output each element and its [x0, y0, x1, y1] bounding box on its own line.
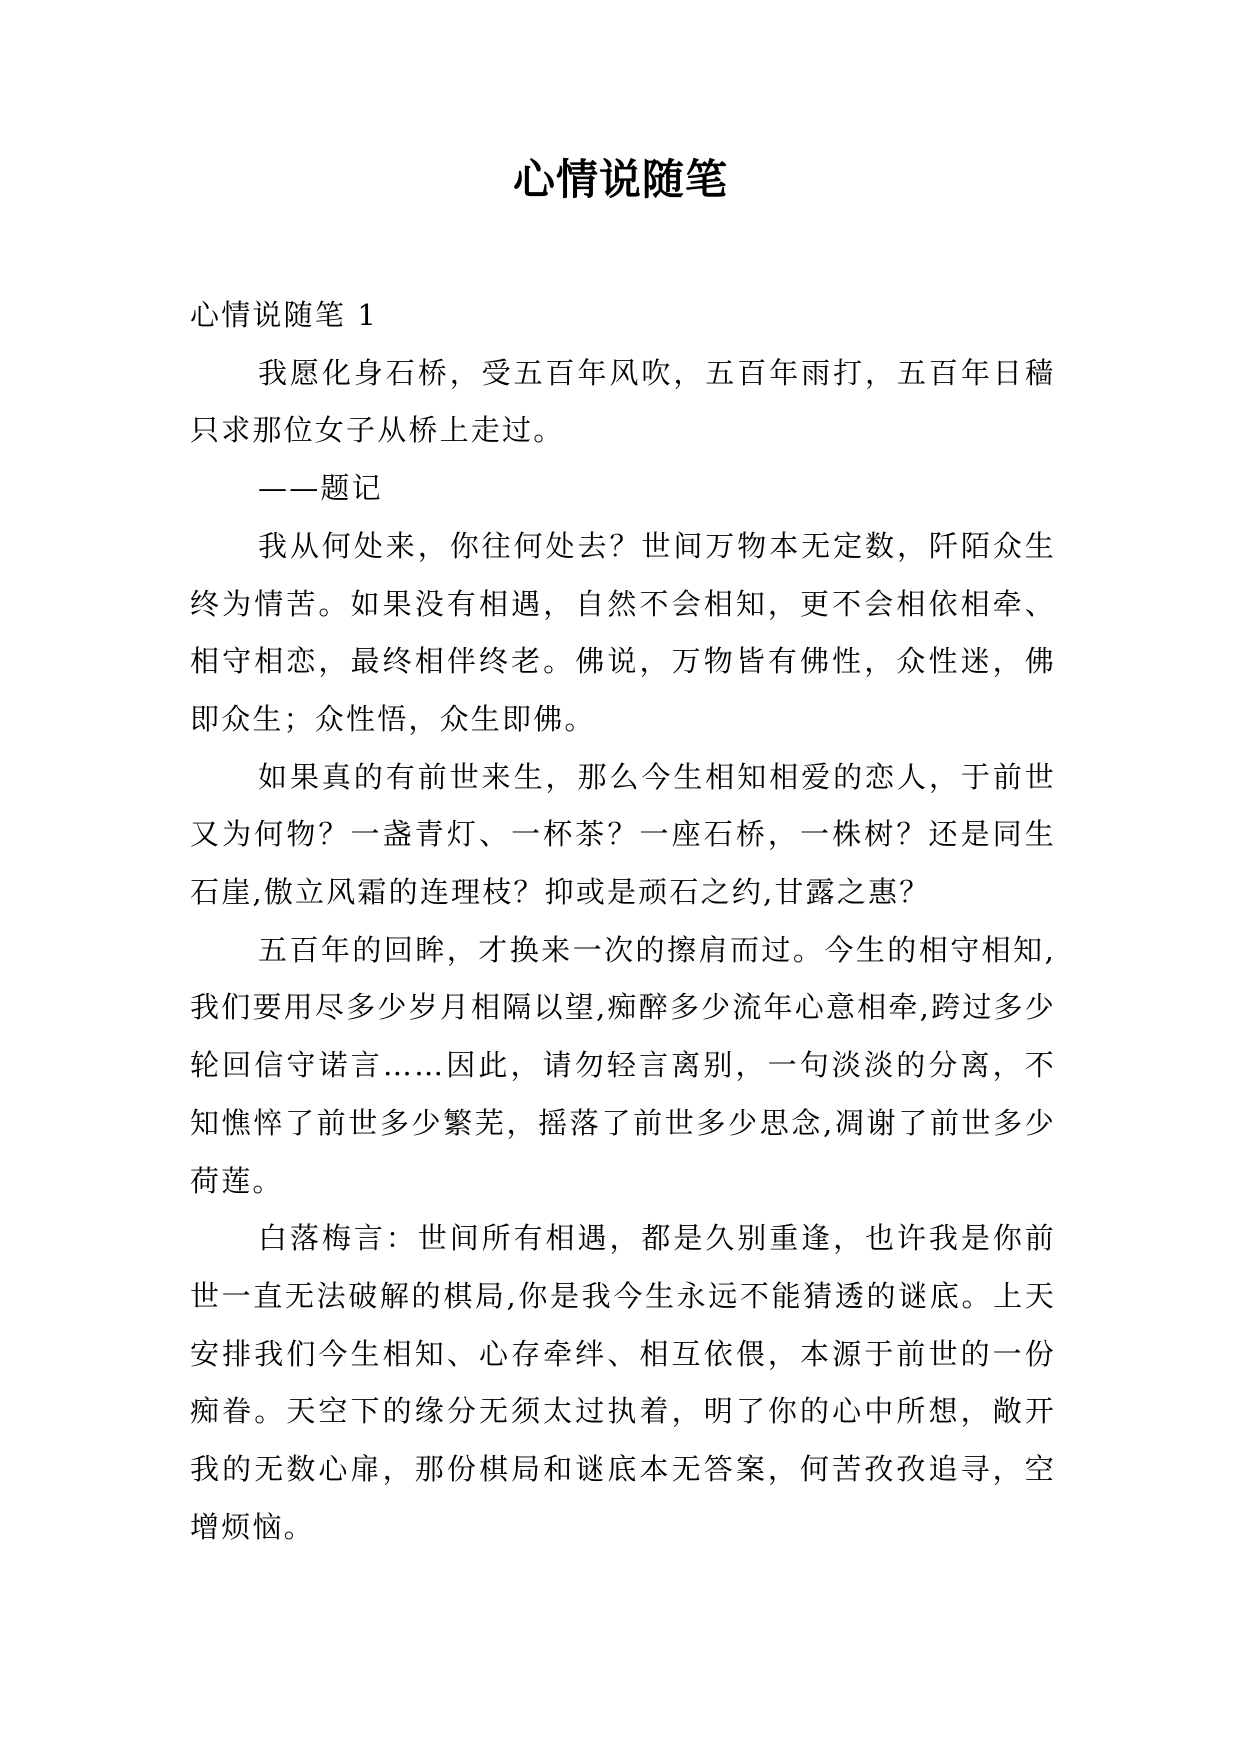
paragraph-1: 我愿化身石桥，受五百年风吹，五百年雨打，五百年日穑只求那位女子从桥上走过。	[190, 355, 1056, 448]
paragraph-3: 如果真的有前世来生，那么今生相知相爱的恋人，于前世又为何物？一盏青灯、一杯茶？一座石桥，一株树？还是同生石崖,傲立风霜的连理枝？抑或是顽石之约,甘露之惠？	[190, 759, 1056, 910]
document-title: 心情说随笔	[512, 155, 728, 204]
document-body	[190, 287, 1056, 1556]
section-heading: 心情说随笔 1	[190, 298, 379, 332]
paragraph-4: 五百年的回眸，才换来一次的擦肩而过。今生的相守相知,我们要用尽多少岁月相隔以望,痴醉多少流年心意相牵,跨过多少轮回信守诺言……因此，请勿轻言离别，一句淡淡的分离，不知憔悴了前世多少繁芜，摇落了前世多少思念,凋谢了前世多少荷莲。	[190, 932, 1056, 1198]
paragraph-2: 我从何处来，你往何处去？世间万物本无定数，阡陌众生终为情苦。如果没有相遇，自然不会相知，更不会相依相牵、相守相恋，最终相伴终老。佛说，万物皆有佛性，众性迷，佛即众生；众性悟，众生即佛。	[190, 528, 1056, 736]
epigraph-attribution: ——题记	[258, 471, 383, 506]
paragraph-5: 白落梅言：世间所有相遇，都是久别重逢，也许我是你前世一直无法破解的棋局,你是我今生永远不能猜透的谜底。上天安排我们今生相知、心存牵绊、相互依偎，本源于前世的一份痴眷。天空下的缘分无须太过执着，明了你的心中所想，敞开我的无数心扉，那份棋局和谜底本无答案，何苦孜孜追寻，空增烦恼。	[190, 1221, 1056, 1544]
